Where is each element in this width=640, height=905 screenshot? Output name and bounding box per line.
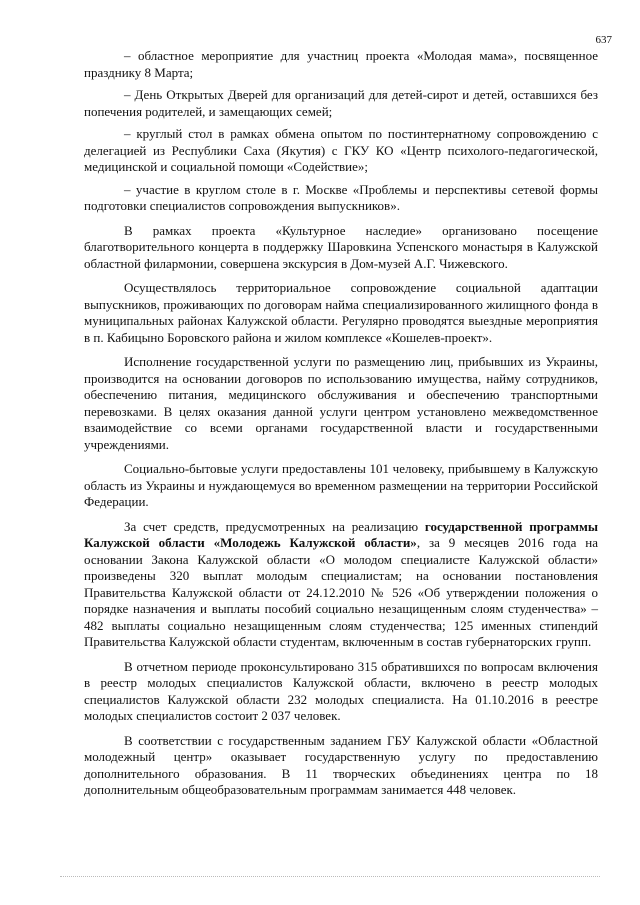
page-number: 637 (595, 34, 612, 46)
paragraph-territorial-support: Осуществлялось территориальное сопровождение социальной адаптации выпускников, проживающих по договорам найма специализированного жилищного фонда в муниципальных районах Калужской области. Регулярно проводятся выездные мероприятия в п. Кабицыно Боровского района и жилом комплексе «Кошелев-проект». (84, 280, 598, 345)
paragraph-cultural-heritage: В рамках проекта «Культурное наследие» организовано посещение благотворительного концерта в поддержку Шаровкина Успенского монастыря в Калужской областной филармонии, совершена экскурсия в Дом-музей А.Г. Чижевского. (84, 222, 598, 271)
paragraph-additional-education: В соответствии с государственным заданием ГБУ Калужской области «Областной молодежный центр» оказывает государственную услугу по предоставлению дополнительного образования. В 11 творческих объединениях центра по 18 дополнительным общеобразовательным программам занимается 448 человек. (84, 732, 598, 797)
paragraph-consultations: В отчетном периоде проконсультировано 315 обратившихся по вопросам включения в реестр молодых специалистов Калужской области, включено в реестр молодых специалистов Калужской области 232 молодых специалиста. На 01.10.2016 в реестре молодых специалистов состоит 2 037 человек. (84, 658, 598, 723)
youth-program-text-end: , за 9 месяцев 2016 года на основании Закона Калужской области «О молодом специалисте Калужской области» произведены 320 выплат молодым специалистам; на основании постановления Правительства Калужской области от 24.12.2010 № 526 «Об утверждении положения о порядке назначения и выплаты пособий социально незащищенным слоям студенчества» – 482 выплаты социально незащищенным слоям студенчества; 125 именных стипендий Правительства Калужской области студентам, включенным в состав губернаторских групп. (84, 535, 598, 649)
paragraph-youth-program (84, 519, 598, 651)
youth-program-text-start: За счет средств, предусмотренных на реализацию (124, 518, 425, 534)
scan-artifact-line (60, 876, 600, 881)
bullet-item: – круглый стол в рамках обмена опытом по постинтернатному сопровождению с делегацией из Республики Саха (Якутия) с ГКУ КО «Центр психолого-педагогической, медицинской и социальной помощи «Содействие»; (84, 126, 598, 174)
bullet-item: – участие в круглом столе в г. Москве «Проблемы и перспективы сетевой формы подготовки специалистов сопровождения выпускников». (84, 181, 598, 213)
paragraph-social-services: Социально-бытовые услуги предоставлены 101 человеку, прибывшему в Калужскую область из Украины и нуждающемуся во временном размещении на территории Российской Федерации. (84, 461, 598, 509)
bullet-item: – День Открытых Дверей для организаций для детей-сирот и детей, оставшихся без попечения родителей, и замещающих семей; (84, 87, 598, 119)
bullet-item: – областное мероприятие для участниц проекта «Молодая мама», посвященное празднику 8 Марта; (84, 48, 598, 80)
document-body (84, 48, 598, 807)
paragraph-ukraine-service: Исполнение государственной услуги по размещению лиц, прибывших из Украины, производится на основании договоров по использованию имущества, найму сотрудников, обеспечению питания, медицинского обслуживания и обеспечению транспортными перевозками. В целях оказания данной услуги центром установлено межведомственное взаимодействие со всеми органами государственной власти и государственными учреждениями. (84, 354, 598, 452)
youth-program-title: государственной программы Калужской области «Молодежь Калужской области» (84, 518, 599, 550)
